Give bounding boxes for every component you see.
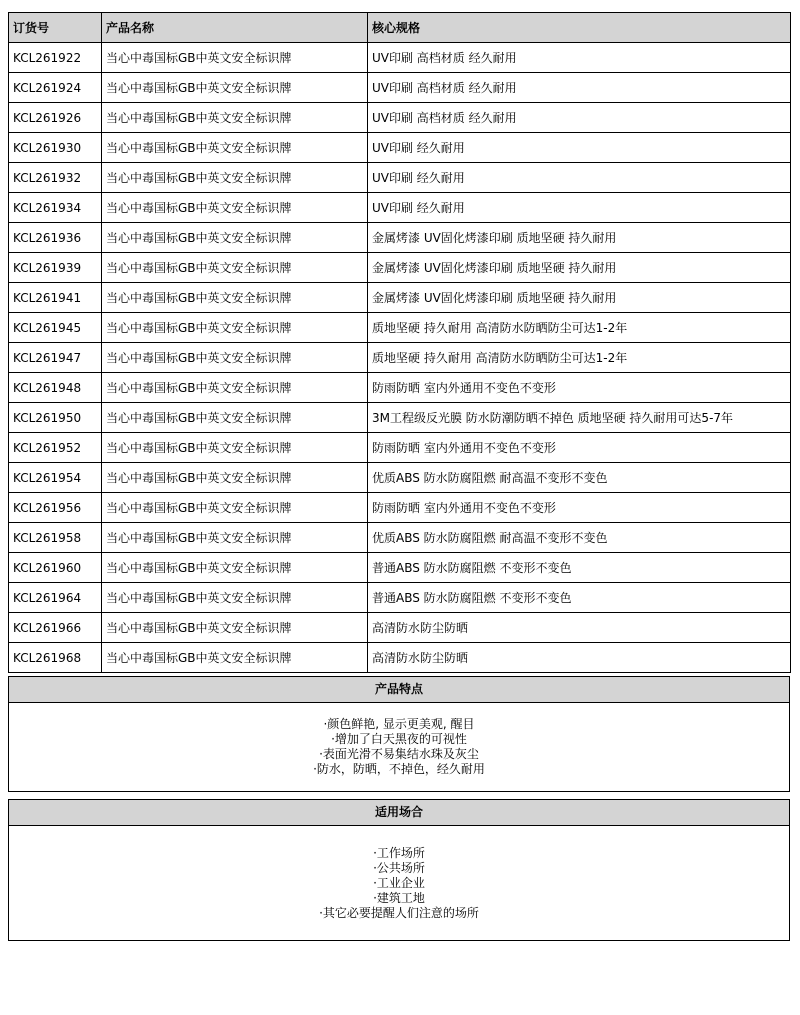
list-item: ·防水，防晒，不掉色，经久耐用 <box>313 762 485 776</box>
table-row <box>9 73 791 103</box>
spec-cell: 质地坚硬 持久耐用 高清防水防晒防尘可达1-2年 <box>368 343 791 373</box>
order-code-cell: KCL261932 <box>9 163 102 193</box>
table-row <box>9 583 791 613</box>
spec-cell: 金属烤漆 UV固化烤漆印刷 质地坚硬 持久耐用 <box>368 283 791 313</box>
order-code-cell: KCL261960 <box>9 553 102 583</box>
product-name-cell: 当心中毒国标GB中英文安全标识牌 <box>102 613 368 643</box>
occasions-list <box>8 826 790 941</box>
spec-cell: 质地坚硬 持久耐用 高清防水防晒防尘可达1-2年 <box>368 313 791 343</box>
table-row <box>9 523 791 553</box>
product-name-cell: 当心中毒国标GB中英文安全标识牌 <box>102 73 368 103</box>
list-item: ·增加了白天黑夜的可视性 <box>331 732 467 746</box>
occasions-section <box>8 799 790 941</box>
table-row <box>9 643 791 673</box>
spec-cell: UV印刷 经久耐用 <box>368 163 791 193</box>
product-name-cell: 当心中毒国标GB中英文安全标识牌 <box>102 283 368 313</box>
list-item: ·工业企业 <box>373 875 425 890</box>
features-section <box>8 676 790 792</box>
spec-cell: 3M工程级反光膜 防水防潮防晒不掉色 质地坚硬 持久耐用可达5-7年 <box>368 403 791 433</box>
spec-cell: 金属烤漆 UV固化烤漆印刷 质地坚硬 持久耐用 <box>368 253 791 283</box>
table-row <box>9 103 791 133</box>
order-code-cell: KCL261948 <box>9 373 102 403</box>
order-code-cell: KCL261945 <box>9 313 102 343</box>
product-name-cell: 当心中毒国标GB中英文安全标识牌 <box>102 313 368 343</box>
product-name-cell: 当心中毒国标GB中英文安全标识牌 <box>102 523 368 553</box>
spec-cell: UV印刷 经久耐用 <box>368 193 791 223</box>
occasions-section-title: 适用场合 <box>8 799 790 826</box>
spec-cell: UV印刷 高档材质 经久耐用 <box>368 73 791 103</box>
table-body <box>9 43 791 673</box>
list-item: ·颜色鲜艳, 显示更美观, 醒目 <box>323 717 475 731</box>
list-item: ·其它必要提醒人们注意的场所 <box>319 905 479 920</box>
product-name-cell: 当心中毒国标GB中英文安全标识牌 <box>102 493 368 523</box>
table-row <box>9 43 791 73</box>
spec-cell: UV印刷 高档材质 经久耐用 <box>368 103 791 133</box>
list-item: ·表面光滑不易集结水珠及灰尘 <box>319 747 479 761</box>
product-name-cell: 当心中毒国标GB中英文安全标识牌 <box>102 553 368 583</box>
product-name-cell: 当心中毒国标GB中英文安全标识牌 <box>102 193 368 223</box>
product-name-cell: 当心中毒国标GB中英文安全标识牌 <box>102 163 368 193</box>
spec-cell: 防雨防晒 室内外通用不变色不变形 <box>368 493 791 523</box>
order-code-cell: KCL261939 <box>9 253 102 283</box>
order-code-cell: KCL261924 <box>9 73 102 103</box>
product-name-cell: 当心中毒国标GB中英文安全标识牌 <box>102 433 368 463</box>
product-name-cell: 当心中毒国标GB中英文安全标识牌 <box>102 403 368 433</box>
product-name-cell: 当心中毒国标GB中英文安全标识牌 <box>102 43 368 73</box>
table-row <box>9 163 791 193</box>
spec-cell: 优质ABS 防水防腐阻燃 耐高温不变形不变色 <box>368 523 791 553</box>
list-item: ·公共场所 <box>373 860 425 875</box>
col-header-core-spec: 核心规格 <box>368 13 791 43</box>
order-code-cell: KCL261941 <box>9 283 102 313</box>
table-row <box>9 553 791 583</box>
table-row <box>9 403 791 433</box>
order-code-cell: KCL261964 <box>9 583 102 613</box>
table-header-row <box>9 13 791 43</box>
product-name-cell: 当心中毒国标GB中英文安全标识牌 <box>102 253 368 283</box>
product-name-cell: 当心中毒国标GB中英文安全标识牌 <box>102 643 368 673</box>
table-row <box>9 193 791 223</box>
order-code-cell: KCL261952 <box>9 433 102 463</box>
product-name-cell: 当心中毒国标GB中英文安全标识牌 <box>102 463 368 493</box>
order-code-cell: KCL261950 <box>9 403 102 433</box>
order-code-cell: KCL261922 <box>9 43 102 73</box>
table-row <box>9 283 791 313</box>
spec-cell: 防雨防晒 室内外通用不变色不变形 <box>368 373 791 403</box>
product-name-cell: 当心中毒国标GB中英文安全标识牌 <box>102 133 368 163</box>
col-header-product-name: 产品名称 <box>102 13 368 43</box>
order-code-cell: KCL261966 <box>9 613 102 643</box>
spec-cell: 防雨防晒 室内外通用不变色不变形 <box>368 433 791 463</box>
product-spec-table <box>8 12 791 673</box>
list-item: ·工作场所 <box>373 845 425 860</box>
table-row <box>9 373 791 403</box>
table-row <box>9 463 791 493</box>
order-code-cell: KCL261934 <box>9 193 102 223</box>
order-code-cell: KCL261936 <box>9 223 102 253</box>
order-code-cell: KCL261956 <box>9 493 102 523</box>
table-row <box>9 613 791 643</box>
order-code-cell: KCL261958 <box>9 523 102 553</box>
table-row <box>9 253 791 283</box>
spec-cell: 高清防水防尘防晒 <box>368 613 791 643</box>
table-row <box>9 343 791 373</box>
table-row <box>9 313 791 343</box>
spec-cell: UV印刷 经久耐用 <box>368 133 791 163</box>
features-list <box>8 703 790 792</box>
spec-cell: 高清防水防尘防晒 <box>368 643 791 673</box>
list-item: ·建筑工地 <box>373 890 425 905</box>
order-code-cell: KCL261930 <box>9 133 102 163</box>
product-name-cell: 当心中毒国标GB中英文安全标识牌 <box>102 583 368 613</box>
order-code-cell: KCL261968 <box>9 643 102 673</box>
product-name-cell: 当心中毒国标GB中英文安全标识牌 <box>102 223 368 253</box>
spec-cell: 金属烤漆 UV固化烤漆印刷 质地坚硬 持久耐用 <box>368 223 791 253</box>
product-name-cell: 当心中毒国标GB中英文安全标识牌 <box>102 373 368 403</box>
table-row <box>9 493 791 523</box>
table-row <box>9 223 791 253</box>
spec-cell: UV印刷 高档材质 经久耐用 <box>368 43 791 73</box>
order-code-cell: KCL261954 <box>9 463 102 493</box>
spec-cell: 普通ABS 防水防腐阻燃 不变形不变色 <box>368 583 791 613</box>
product-name-cell: 当心中毒国标GB中英文安全标识牌 <box>102 343 368 373</box>
spec-cell: 普通ABS 防水防腐阻燃 不变形不变色 <box>368 553 791 583</box>
col-header-order-code: 订货号 <box>9 13 102 43</box>
product-name-cell: 当心中毒国标GB中英文安全标识牌 <box>102 103 368 133</box>
features-section-title: 产品特点 <box>8 676 790 703</box>
spec-cell: 优质ABS 防水防腐阻燃 耐高温不变形不变色 <box>368 463 791 493</box>
table-row <box>9 133 791 163</box>
order-code-cell: KCL261947 <box>9 343 102 373</box>
order-code-cell: KCL261926 <box>9 103 102 133</box>
table-row <box>9 433 791 463</box>
